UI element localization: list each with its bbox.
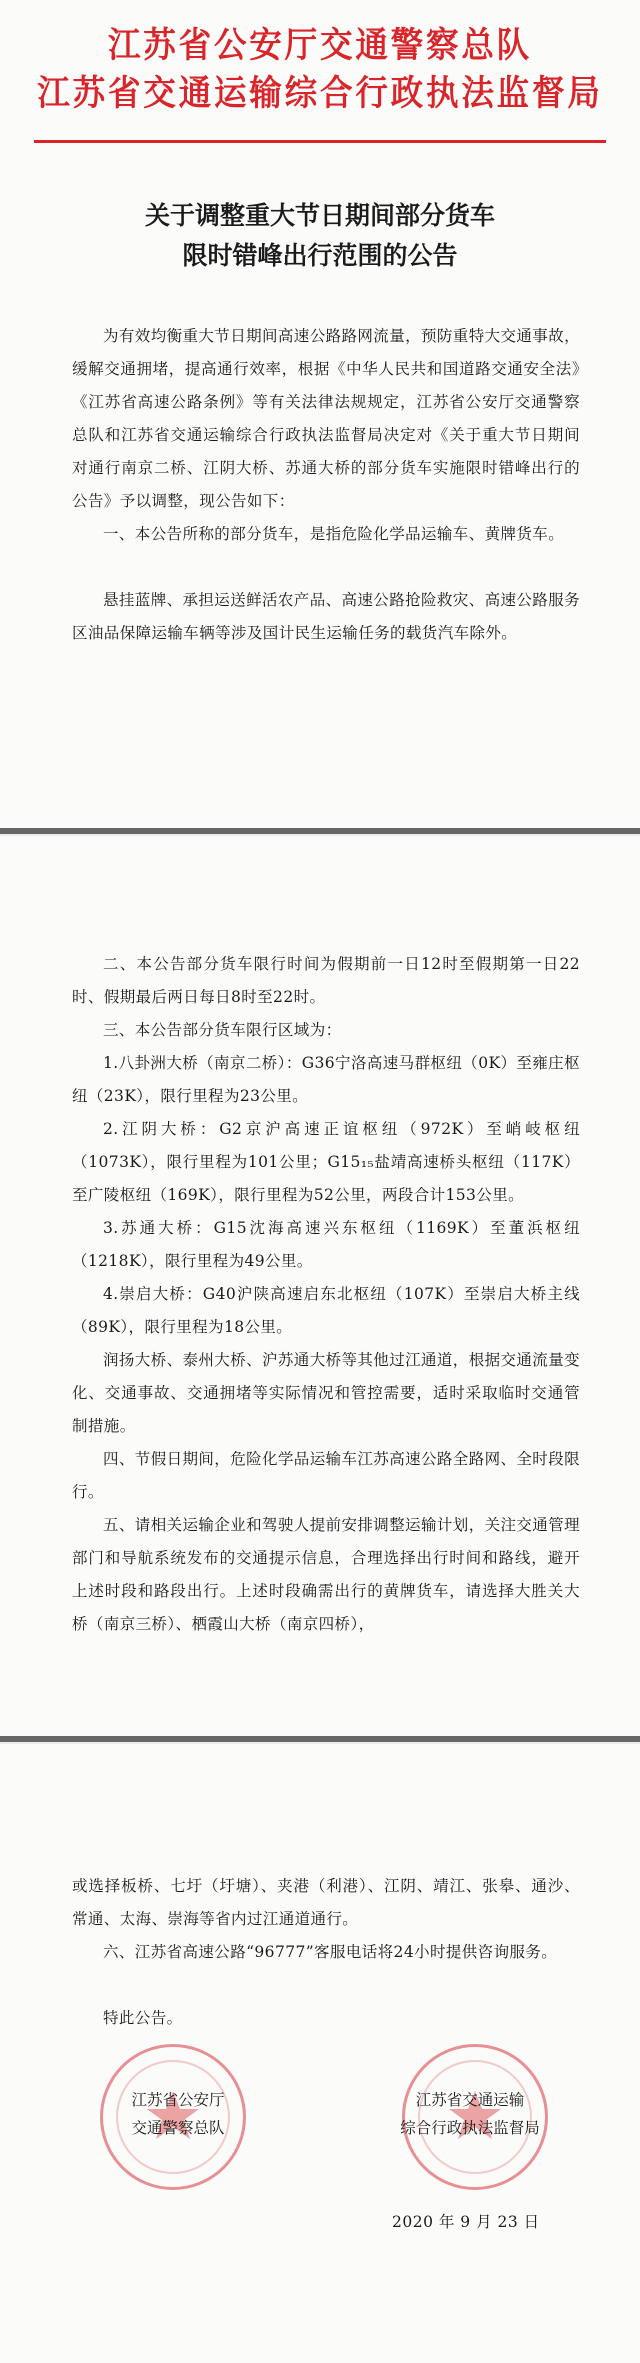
left-signature-line-1: 江苏省公安厅 xyxy=(131,2091,225,2109)
left-signature-line-2: 交通警察总队 xyxy=(131,2119,225,2137)
paragraph-2: 二、本公告部分货车限行时间为假期前一日12时至假期第一日22时、假期最后两日每日8时至22时。 xyxy=(72,955,580,1006)
issuer-line-2: 江苏省交通运输综合行政执法监督局 xyxy=(37,73,603,114)
right-signature-line-1: 江苏省交通运输 xyxy=(415,2091,525,2109)
paragraph-3-other-crossings: 润扬大桥、泰州大桥、沪苏通大桥等其他过江通道，根据交通流量变化、交通事故、交通拥堵等实际情况和管控需要，适时采取临时交通管制措施。 xyxy=(72,1351,581,1435)
title-line-1: 关于调整重大节日期间部分货车 xyxy=(144,201,495,230)
paragraph-1-exception: 悬挂蓝牌、承担运送鲜活农产品、高速公路抢险救灾、高速公路服务区油品保障运输车辆等涉及国计民生运输任务的载货汽车除外。 xyxy=(72,591,581,642)
right-signature xyxy=(380,2086,560,2142)
paragraph-6: 六、江苏省高速公路“96777”客服电话将24小时提供咨询服务。 xyxy=(103,1943,558,1961)
issue-date: 2020 年 9 月 23 日 xyxy=(392,2213,540,2231)
left-signature xyxy=(108,2086,248,2142)
document-page-3 xyxy=(0,1744,640,2363)
paragraph-4: 四、节假日期间，危险化学品运输车江苏高速公路全路网、全时段限行。 xyxy=(72,1450,581,1501)
document-page-1 xyxy=(0,0,640,828)
paragraph-3-item-3: 3.苏通大桥：G15沈海高速兴东枢纽（1169K）至董浜枢纽（1218K），限行里程为49公里。 xyxy=(72,1219,580,1270)
paragraph-5: 五、请相关运输企业和驾驶人提前安排调整运输计划，关注交通管理部门和导航系统发布的交通提示信息，合理选择出行时间和路线，避开上述时段和路段出行。上述时段确需出行的黄牌货车，请选择大胜关大桥（南京三桥）、栖霞山大桥（南京四桥）， xyxy=(72,1516,581,1633)
paragraph-3-item-2: 2.江阴大桥：G2京沪高速正谊枢纽（972K）至峭岐枢纽（1073K），限行里程为101公里；G15₁₅盐靖高速桥头枢纽（117K）至广陵枢纽（169K），限行里程为52公里，两段合计153公里。 xyxy=(72,1120,580,1204)
document-page-2 xyxy=(0,836,640,1736)
paragraph-3-item-1: 1.八卦洲大桥（南京二桥）：G36宁洛高速马群枢纽（0K）至雍庄枢纽（23K），限行里程为23公里。 xyxy=(72,1054,580,1105)
title-line-2: 限时错峰出行范围的公告 xyxy=(182,241,458,270)
right-signature-line-2: 综合行政执法监督局 xyxy=(400,2119,540,2137)
closing-statement: 特此公告。 xyxy=(103,2009,183,2027)
notice-title xyxy=(0,196,640,276)
header-red-rule xyxy=(34,140,606,143)
preamble-paragraph: 为有效均衡重大节日期间高速公路路网流量，预防重特大交通事故，缓解交通拥堵，提高通行效率，根据《中华人民共和国道路交通安全法》《江苏省高速公路条例》等有关法律法规规定，江苏省公安厅交通警察总队和江苏省交通运输综合行政执法监督局决定对《关于重大节日期间对通行南京二桥、江阴大桥、苏通大桥的部分货车实施限时错峰出行的公告》予以调整，现公告如下： xyxy=(72,327,581,510)
issuer-line-1: 江苏省公安厅交通警察总队 xyxy=(107,25,533,66)
paragraph-3-item-4: 4.崇启大桥：G40沪陕高速启东北枢纽（107K）至崇启大桥主线（89K），限行里程为18公里。 xyxy=(72,1285,580,1336)
paragraph-5-continued: 或选择板桥、七圩（圩塘）、夹港（利港）、江阴、靖江、张皋、通沙、常通、太海、崇海等省内过江通道通行。 xyxy=(72,1877,580,1928)
paragraph-1: 一、本公告所称的部分货车，是指危险化学品运输车、黄牌货车。 xyxy=(103,525,565,543)
paragraph-3: 三、本公告部分货车限行区域为： xyxy=(103,1021,342,1039)
issuer-header xyxy=(0,22,640,118)
